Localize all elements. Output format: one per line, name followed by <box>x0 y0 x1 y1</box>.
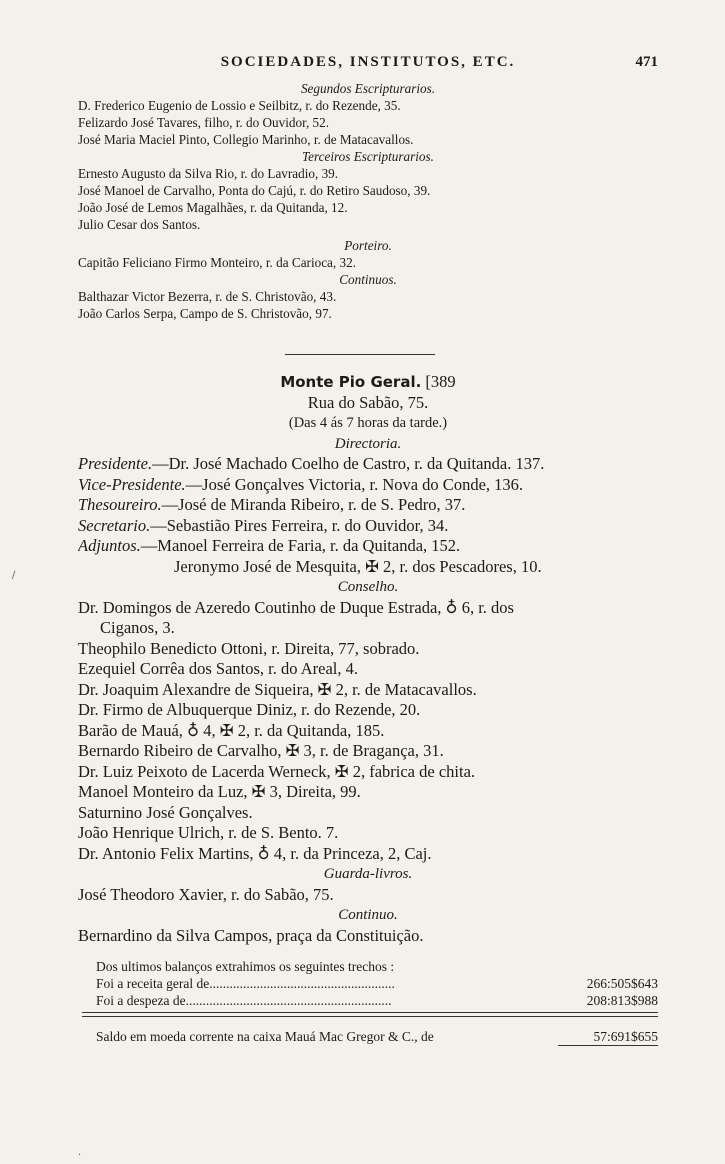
role-label: Vice-Presidente. <box>78 474 186 494</box>
conselho-item: Theophilo Benedicto Ottoni, r. Direita, 77, sobrado. <box>78 638 420 658</box>
header-title: SOCIEDADES, INSTITUTOS, ETC. <box>220 54 516 70</box>
list-item: José Manoel de Carvalho, Ponta do Cajú, r. do Retiro Saudoso, 39. <box>78 183 431 198</box>
guarda-livros-item: José Theodoro Xavier, r. do Sabão, 75. <box>78 884 334 904</box>
finance-summary <box>96 958 658 1009</box>
margin-mark: / <box>12 570 16 581</box>
finance-intro-text: Dos ultimos balanços extrahimos os seguintes trechos : <box>96 959 395 974</box>
conselho-title: Conselho. <box>337 579 399 595</box>
monte-pio-section <box>78 372 658 946</box>
finance-value: 208:813$988 <box>586 993 658 1008</box>
directoria-item <box>78 454 658 475</box>
conselho-item: Ezequiel Corrêa dos Santos, r. do Areal, 4. <box>78 659 358 678</box>
conselho-item: Saturnino José Gonçalves. <box>78 802 253 822</box>
continuo-item: Bernardino da Silva Campos, praça da Constituição. <box>78 925 424 945</box>
monte-pio-title: Monte Pio Geral. <box>280 373 422 391</box>
list-item: Ernesto Augusto da Silva Rio, r. do Lavradio, 39. <box>78 166 339 181</box>
list-item: João Carlos Serpa, Campo de S. Christovão, 97. <box>78 306 332 321</box>
list-item: D. Frederico Eugenio de Lossio e Seilbitz, r. do Rezende, 35. <box>78 98 401 113</box>
monte-pio-heading <box>78 372 658 393</box>
role-label: Adjuntos. <box>78 536 141 555</box>
conselho-item: Bernardo Ribeiro de Carvalho, ✠ 3, r. de Bragança, 31. <box>78 741 444 760</box>
list-item: Felizardo José Tavares, filho, r. do Ouvidor, 52. <box>78 115 330 130</box>
directoria-item <box>78 516 658 537</box>
list-item: José Maria Maciel Pinto, Collegio Marinho, r. de Matacavallos. <box>78 132 414 147</box>
monte-pio-hours: (Das 4 ás 7 horas da tarde.) <box>288 415 448 431</box>
conselho-item: Dr. Domingos de Azeredo Coutinho de Duque Estrada, ♁ 6, r. dos <box>78 597 514 617</box>
conselho-item: Dr. Firmo de Albuquerque Diniz, r. do Rezende, 20. <box>78 700 421 719</box>
list-item: Balthazar Victor Bezerra, r. de S. Christovão, 43. <box>78 289 337 304</box>
conselho-item: Dr. Luiz Peixoto de Lacerda Werneck, ✠ 2, fabrica de chita. <box>78 761 476 781</box>
guarda-livros-title: Guarda-livros. <box>323 866 413 882</box>
segundos-title: Segundos Escripturarios. <box>300 81 436 96</box>
directoria-item <box>78 495 658 516</box>
conselho-item: Ciganos, 3. <box>100 618 175 637</box>
top-section <box>78 80 658 322</box>
role-holder: —José Gonçalves Victoria, r. Nova do Conde, 136. <box>185 474 524 494</box>
finance-rule <box>82 1012 658 1013</box>
finance-label: Foi a receita geral de....................................................... <box>96 976 395 991</box>
role-holder: —Dr. José Machado Coelho de Castro, r. da Quitanda. 137. <box>152 454 545 473</box>
finance-rule <box>82 1016 658 1017</box>
porteiro-title: Porteiro. <box>344 238 392 253</box>
finance-row <box>96 992 658 1009</box>
role-label: Thesoureiro. <box>78 495 162 514</box>
role-holder: —Manoel Ferreira de Faria, r. da Quitanda, 152. <box>140 536 461 555</box>
monte-pio-address: Rua do Sabão, 75. <box>307 392 429 412</box>
list-item: Capitão Feliciano Firmo Monteiro, r. da Carioca, 32. <box>78 255 356 270</box>
conselho-item: Barão de Mauá, ♁ 4, ✠ 2, r. da Quitanda, 185. <box>78 720 385 740</box>
section-divider <box>285 354 435 355</box>
finance-intro <box>96 958 658 975</box>
monte-pio-number: [389 <box>425 372 456 391</box>
saldo-value: 57:691$655 <box>558 1028 658 1046</box>
list-item: João José de Lemos Magalhães, r. da Quitanda, 12. <box>78 200 348 215</box>
conselho-item: João Henrique Ulrich, r. de S. Bento. 7. <box>78 823 339 842</box>
page-number: 471 <box>635 54 658 70</box>
saldo-label: Saldo em moeda corrente na caixa Mauá Mac Gregor & C., de <box>96 1029 434 1044</box>
conselho-item: Dr. Antonio Felix Martins, ♁ 4, r. da Princeza, 2, Caj. <box>78 843 432 863</box>
finance-value: 266:505$643 <box>586 976 658 991</box>
saldo-line <box>96 1028 658 1046</box>
saldo-row <box>96 1028 658 1046</box>
list-item: Julio Cesar dos Santos. <box>78 217 201 232</box>
finance-row <box>96 975 658 992</box>
role-label: Secretario. <box>78 515 151 535</box>
directoria-item: Jeronymo José de Mesquita, ✠ 2, r. dos Pescadores, 10. <box>174 556 542 576</box>
directoria-item <box>78 475 658 496</box>
finance-label: Foi a despeza de............................................................. <box>96 993 392 1008</box>
role-holder: —Sebastião Pires Ferreira, r. do Ouvidor, 34. <box>150 515 449 535</box>
directoria-title: Directoria. <box>334 435 402 452</box>
margin-mark: · <box>78 1150 82 1161</box>
conselho-item: Manoel Monteiro da Luz, ✠ 3, Direita, 99. <box>78 782 361 801</box>
role-label: Presidente. <box>78 454 153 473</box>
continuo-title: Continuo. <box>338 907 398 923</box>
running-header <box>78 54 658 78</box>
role-holder: —José de Miranda Ribeiro, r. de S. Pedro, 37. <box>161 495 466 514</box>
terceiros-title: Terceiros Escripturarios. <box>302 149 434 164</box>
conselho-item: Dr. Joaquim Alexandre de Siqueira, ✠ 2, r. de Matacavallos. <box>78 679 477 699</box>
directoria-item <box>78 536 658 557</box>
continuos-title: Continuos. <box>339 272 397 287</box>
